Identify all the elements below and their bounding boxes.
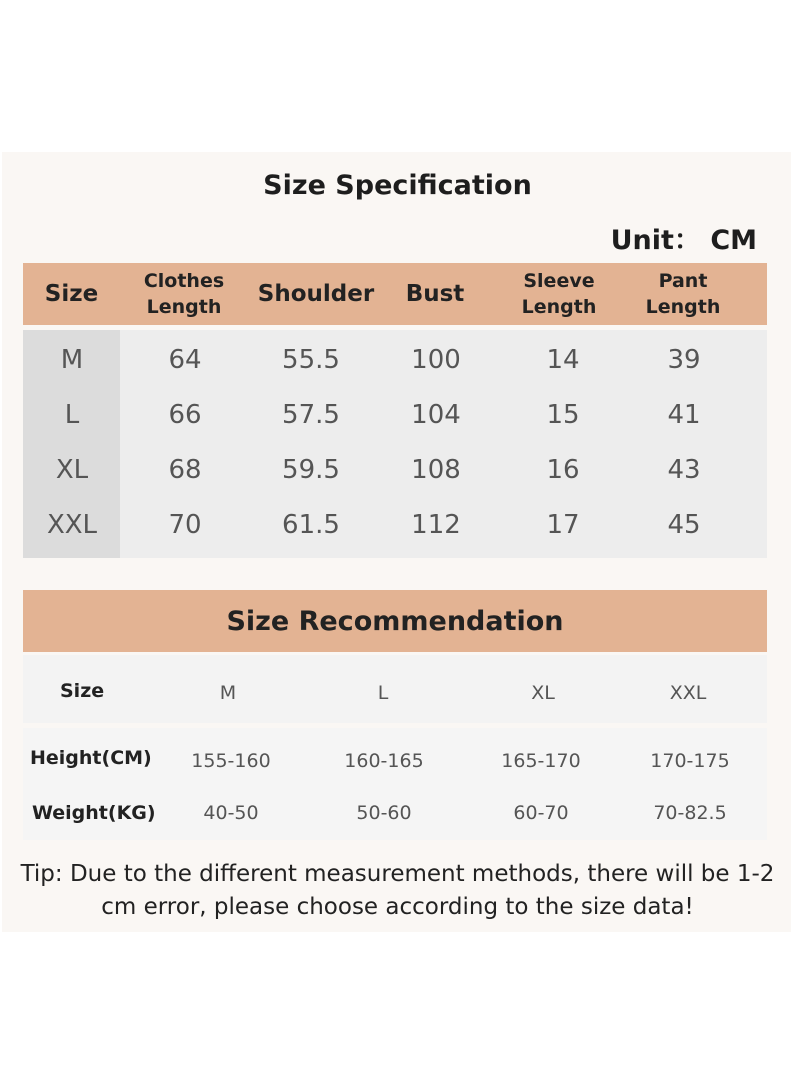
table-cell: 70 — [168, 510, 202, 540]
table-cell: 57.5 — [282, 400, 340, 430]
weight-xl: 60-70 — [513, 802, 569, 824]
table-cell: 14 — [546, 345, 580, 375]
rec-size-xxl: XXL — [669, 682, 707, 704]
height-xl: 165-170 — [501, 750, 581, 772]
table-cell: 104 — [411, 400, 461, 430]
table-cell: 68 — [168, 455, 202, 485]
rec-size-l: L — [377, 682, 389, 704]
height-xxl: 170-175 — [650, 750, 730, 772]
header-sleeve-length: Sleeve Length — [521, 270, 597, 318]
table-cell: 64 — [168, 345, 202, 375]
header-shoulder: Shoulder — [257, 281, 375, 307]
tip-text: Tip: Due to the different measurement methods, there will be 1-2 cm error, please choose according to the size data! — [20, 861, 775, 920]
table-cell: 108 — [411, 455, 461, 485]
size-cell: XXL — [46, 510, 98, 540]
header-bust: Bust — [405, 281, 465, 307]
header-clothes-length: Clothes Length — [143, 270, 225, 318]
table-cell: 41 — [667, 400, 701, 430]
size-cell: M — [60, 345, 84, 375]
recommendation-title: Size Recommendation — [23, 590, 767, 652]
table-cell: 43 — [667, 455, 701, 485]
rec-size-label: Size — [60, 680, 105, 702]
weight-label: Weight(KG) — [32, 802, 156, 824]
header-pant-length: Pant Length — [645, 270, 721, 318]
table-cell: 16 — [546, 455, 580, 485]
table-cell: 55.5 — [282, 345, 340, 375]
table-cell: 61.5 — [282, 510, 340, 540]
height-m: 155-160 — [191, 750, 271, 772]
size-cell: L — [64, 400, 80, 430]
table-cell: 39 — [667, 345, 701, 375]
height-l: 160-165 — [344, 750, 424, 772]
table-cell: 112 — [411, 510, 461, 540]
weight-m: 40-50 — [203, 802, 259, 824]
size-cell: XL — [55, 455, 89, 485]
unit-label: Unit： CM — [610, 225, 757, 256]
table-cell: 66 — [168, 400, 202, 430]
table-cell: 17 — [546, 510, 580, 540]
rec-size-m: M — [219, 682, 237, 704]
height-label: Height(CM) — [30, 747, 152, 769]
rec-size-xl: XL — [531, 682, 555, 704]
weight-xxl: 70-82.5 — [653, 802, 727, 824]
table-cell: 59.5 — [282, 455, 340, 485]
table-cell: 100 — [411, 345, 461, 375]
table-cell: 45 — [667, 510, 701, 540]
header-size: Size — [44, 281, 99, 307]
table-cell: 15 — [546, 400, 580, 430]
weight-l: 50-60 — [356, 802, 412, 824]
spec-title: Size Specification — [263, 170, 532, 201]
